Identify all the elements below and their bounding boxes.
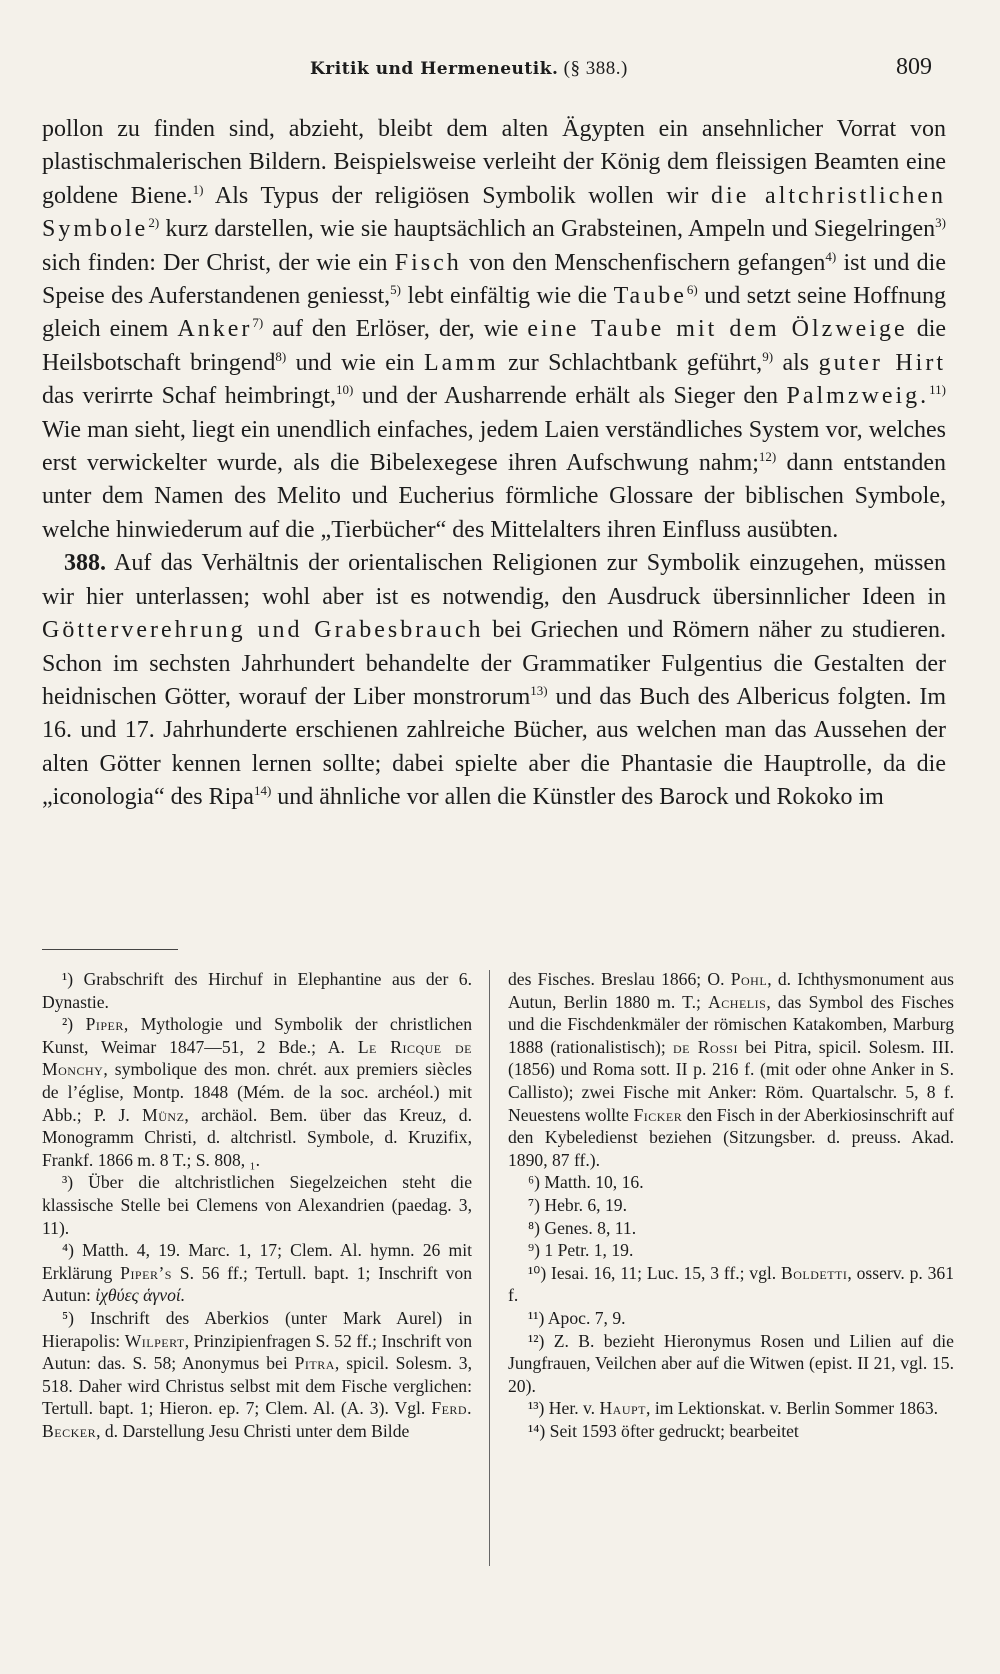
greek-inscription: ἰχθύες ἁγνοί. [95,1285,186,1306]
text-run: und setzt seine Hoffnung gleich einem [42,283,946,343]
page-number: 809 [896,54,932,80]
author-name: Pitra [294,1353,335,1374]
footnotes-left-column [42,968,472,1442]
footnote-ref: 12) [758,449,777,465]
footnote-ref: 1) [192,181,204,197]
author-name: Achelis [708,991,767,1012]
text-run: Als Typus der religiösen Symbolik wollen wir [203,182,712,209]
text-run: ist und die Speise des Auferstandenen geniesst, [42,249,946,310]
text-run: und das Buch des Albericus folgten. Im 16. und 17. Jahrhunderte erschienen zahlreiche Bücher, aus welchen man das Aussehen der alten Götter kennen lernen sollte; dabei spielte aber die Phantasie die Hauptrolle, da die „iconologia“ des Ripa [42,683,947,811]
text-run: , spicil. Solesm. 3, 518. Daher wird Christus selbst mit dem Fische verglichen: Tertull. bapt. 1; Hieron. ep. 7; Clem. Al. (A. 3). Vgl. [42,1353,472,1419]
text-run: dann entstanden unter dem Namen des Melito und Eucherius förmliche Glossare der biblischen Symbole, welche hinwiederum auf die „Tierbücher“ des Mittelalters ihren Einfluss ausübten. [42,450,947,543]
spaced-emphasis: die altchristlichen Symbole [42,182,947,243]
footnote-4 [42,1239,472,1307]
text-run: als [773,349,819,376]
text-run: , d. Ichthysmonument aus Autun, Berlin 1880 m. T.; [508,969,954,1012]
spaced-emphasis: Fisch [394,249,462,276]
paragraph-1 [42,113,946,547]
text-run: und ähnliche vor allen die Künstler des Barock und Rokoko im [271,784,884,811]
footnote-ref: 2) [148,215,160,231]
author-name: de Rossi [672,1036,738,1057]
text-run: , osserv. p. 361 f. [508,1262,955,1306]
footnote-ref: 5) [390,282,401,298]
footnote-1: ¹) Grabschrift des Hirchuf in Elephantine aus der 6. Dynastie. [42,969,472,1012]
running-header [40,52,970,92]
spaced-emphasis: Taube [613,283,687,310]
author-name: Pohl [730,969,768,989]
text-run: lebt einfältig wie die [401,283,614,310]
text-run: und der Ausharrende erhält als Sieger den [353,383,787,410]
author-name: Piper [85,1014,124,1035]
text-run: auf den Erlöser, der, wie [263,316,528,343]
main-text [42,113,946,815]
text-run: , im Lektionskat. v. Berlin Sommer 1863. [646,1398,939,1419]
footnote-13 [508,1397,954,1420]
footnote-ref: 14) [253,783,272,799]
text-run: sich finden: Der Christ, der wie ein [42,249,395,276]
text-run: S. 56 ff.; Tertull. bapt. 1; Inschrift von Autun: [42,1262,472,1306]
spaced-emphasis: Lamm [423,349,499,376]
spaced-emphasis: Götterverehrung und Grabesbrauch [42,617,484,644]
footnote-ref: 7) [252,315,264,331]
text-run: zur Schlachtbank geführt, [498,349,763,376]
header-title-text: Kritik und Hermeneutik. [310,59,559,79]
author-name: Münz [142,1104,185,1125]
text-run: von den Menschenfischern gefangen [461,249,826,276]
text-run: , das Symbol des Fisches und die Fischdenkmäler der römischen Katakomben, Marburg 1888 (rationalistisch); [508,991,954,1057]
footnote-10 [508,1262,954,1307]
author-name: Boldetti [781,1262,848,1283]
text-run: , Prinzipienfragen S. 52 ff.; Inschrift von Autun: das. S. 58; Anonymus bei [42,1330,472,1374]
author-name: Le Ricque de Monchy [42,1036,472,1080]
author-name: Ferd. Becker [42,1398,472,1441]
footnote-ref: 8) [275,348,287,364]
text-run: bei Pitra, spicil. Solesm. III. (1856) und Roma sott. II p. 216 f. (mit oder ohne Anker in S. Callisto); zwei Fische mit Anker: Röm. Quartalschr. 5, 8 f. Neuestens wollte [508,1036,954,1125]
footnote-ref: 3) [935,215,946,231]
footnote-ref: 13) [530,682,548,698]
footnote-3: ³) Über die altchristlichen Siegelzeichen steht die klassische Stelle bei Clemens von Alexandrien (paedag. 3, 11). [42,1172,472,1238]
footnote-11: ¹¹) Apoc. 7, 9. [528,1307,626,1328]
text-run: des Fisches. Breslau 1866; O. [508,969,731,989]
footnote-ref: 10) [336,382,354,398]
footnote-rule [42,949,178,950]
spaced-emphasis: Palmzweig. [786,383,930,410]
spaced-emphasis: Anker [177,316,253,343]
footnote-6: ⁶) Matth. 10, 16. [528,1172,644,1193]
text-run: ⁵) Inschrift des Aberkios (unter Mark Aurel) in Hierapolis: [42,1307,472,1351]
footnote-12: ¹²) Z. B. bezieht Hieronymus Rosen und Lilien auf die Jungfrauen, Veilchen aber auf die Witwen (epist. II 21, vgl. 15. 20). [508,1330,954,1396]
paragraph-388 [42,547,946,814]
text-run: den Fisch in der Aberkiosinschrift auf den Kybeledienst beziehen (Sitzungsber. d. preuss. Akad. 1890, 87 ff.). [508,1104,954,1170]
text-run: ¹³) Her. v. [528,1398,600,1419]
footnote-5-continued [508,968,954,1171]
text-run: bei Griechen und Römern näher zu studieren. Schon im sechsten Jahrhundert behandelte der Grammatiker Fulgentius die Gestalten der heidnischen Götter, worauf der Liber monstrorum [42,617,946,710]
footnote-ref: 6) [686,282,698,298]
footnote-8: ⁸) Genes. 8, 11. [528,1217,637,1238]
text-run: Wie man sieht, liegt ein unendlich einfaches, jedem Laien verständliches System vor, welches erst verwickelter wurde, als die Bibelexegese ihren Aufschwung nahm; [42,416,946,477]
footnote-5 [42,1307,472,1443]
text-run: ²) [62,1014,86,1035]
text-run: kurz darstellen, wie sie hauptsächlich an Grabsteinen, Ampeln und Siegelringen [159,216,936,243]
footnote-ref: 4) [825,248,837,264]
text-run: ¹⁰) Iesai. 16, 11; Luc. 15, 3 ff.; vgl. [528,1262,781,1283]
column-divider [489,970,490,1566]
text-run: Auf das Verhältnis der orientalischen Religionen zur Symbolik einzugehen, müssen wir hier unterlassen; wohl aber ist es notwendig, den Ausdruck übersinnlicher Ideen in [42,550,946,610]
text-run: ⁴) Matth. 4, 19. Marc. 1, 17; Clem. Al. hymn. 26 mit Erklärung [42,1240,472,1283]
text-run: , Mythologie und Symbolik der christlichen Kunst, Weimar 1847—51, 2 Bde.; A. [42,1014,472,1057]
text-run: , symbolique des mon. chrét. aux premiers siècles de l’église, Montp. 1848 (Mém. de la soc. archéol.) mit Abb.; P. J. [42,1059,472,1125]
text-run: , archäol. Bem. über das Kreuz, d. Monogramm Christi, d. altchristl. Symbole, d. Kruzifix, Frankf. 1866 m. 8 T.; S. 808, ₁. [42,1104,472,1170]
spaced-emphasis: guter Hirt [818,349,946,376]
section-number: 388. [64,550,106,577]
text-run: und wie ein [286,349,424,376]
footnote-2 [42,1013,472,1171]
author-name: Wilpert [124,1330,185,1351]
text-run: das verirrte Schaf heimbringt, [42,383,337,410]
author-name: Piper’s [120,1262,172,1283]
header-section-ref: (§ 388.) [563,58,628,79]
author-name: Haupt [599,1398,647,1419]
footnote-7: ⁷) Hebr. 6, 19. [528,1194,627,1215]
footnotes-right-column [508,968,954,1442]
footnote-ref: 11) [929,382,946,398]
footnote-14: ¹⁴) Seit 1593 öfter gedruckt; bearbeitet [528,1420,799,1441]
text-run: pollon zu finden sind, abzieht, bleibt dem alten Ägypten ein ansehnlicher Vorrat von plastischmalerischen Bildern. Beispielsweise verleiht der König dem fleissigen Beamten eine goldene Biene. [42,116,946,209]
spaced-emphasis: eine Taube mit dem Ölzweige [527,316,908,343]
header-title [310,58,628,80]
footnote-ref: 9) [762,348,774,364]
text-run: die Heilsbotschaft bringend [42,316,947,376]
author-name: Ficker [633,1104,683,1125]
footnote-9: ⁹) 1 Petr. 1, 19. [528,1240,634,1261]
text-run: , d. Darstellung Jesu Christi unter dem Bilde [96,1420,410,1441]
